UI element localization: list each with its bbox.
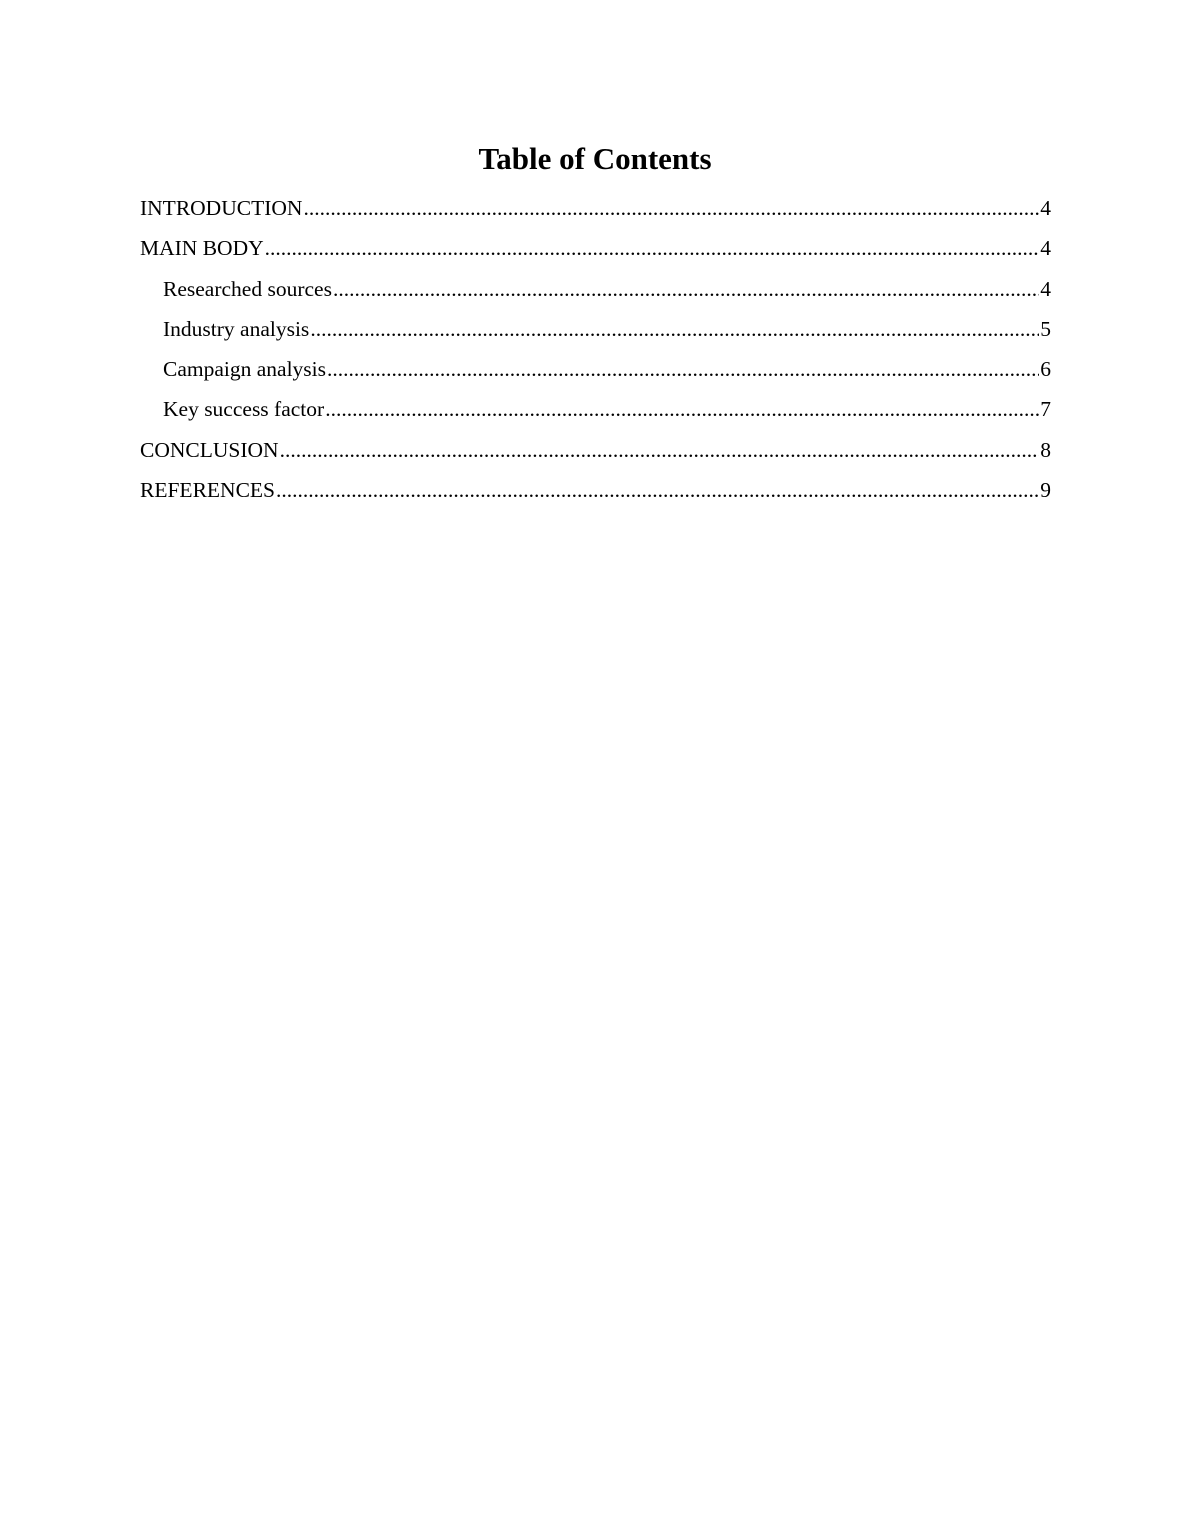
toc-title: Table of Contents [478,141,712,176]
toc-entry-label: Key success factor [163,397,325,422]
toc-page-number: 9 [1040,478,1051,503]
toc-dot-leader [327,349,1039,389]
toc-page-number: 5 [1040,316,1051,341]
toc-entry-label: Campaign analysis [163,357,327,382]
toc-entry-introduction[interactable] [140,188,1051,228]
toc-entry-main-body[interactable] [140,228,1051,268]
toc-page-number: 7 [1040,397,1051,422]
toc-list [140,188,1051,510]
toc-dot-leader [265,228,1040,268]
toc-dot-leader [333,269,1039,309]
toc-entry-references[interactable] [140,470,1051,510]
toc-dot-leader [280,430,1040,470]
toc-page-number: 8 [1040,437,1051,462]
toc-entry-key-success-factor[interactable] [140,389,1051,429]
toc-entry-label: Researched sources [163,276,332,301]
toc-page-number: 6 [1040,357,1051,382]
toc-page-number: 4 [1040,236,1051,261]
toc-entry-label: MAIN BODY [140,236,264,261]
toc-entry-industry-analysis[interactable] [140,309,1051,349]
toc-entry-label: REFERENCES [140,478,275,503]
toc-entry-label: CONCLUSION [140,437,279,462]
toc-dot-leader [276,470,1039,510]
toc-dot-leader [303,188,1039,228]
toc-page-number: 4 [1040,276,1051,301]
toc-entry-researched-sources[interactable] [140,269,1051,309]
toc-dot-leader [310,309,1039,349]
toc-entry-campaign-analysis[interactable] [140,349,1051,389]
toc-dot-leader [325,389,1039,429]
toc-entry-label: Industry analysis [163,316,310,341]
toc-entry-conclusion[interactable] [140,430,1051,470]
toc-page-number: 4 [1040,196,1051,220]
toc-entry-label: INTRODUCTION [140,196,303,220]
